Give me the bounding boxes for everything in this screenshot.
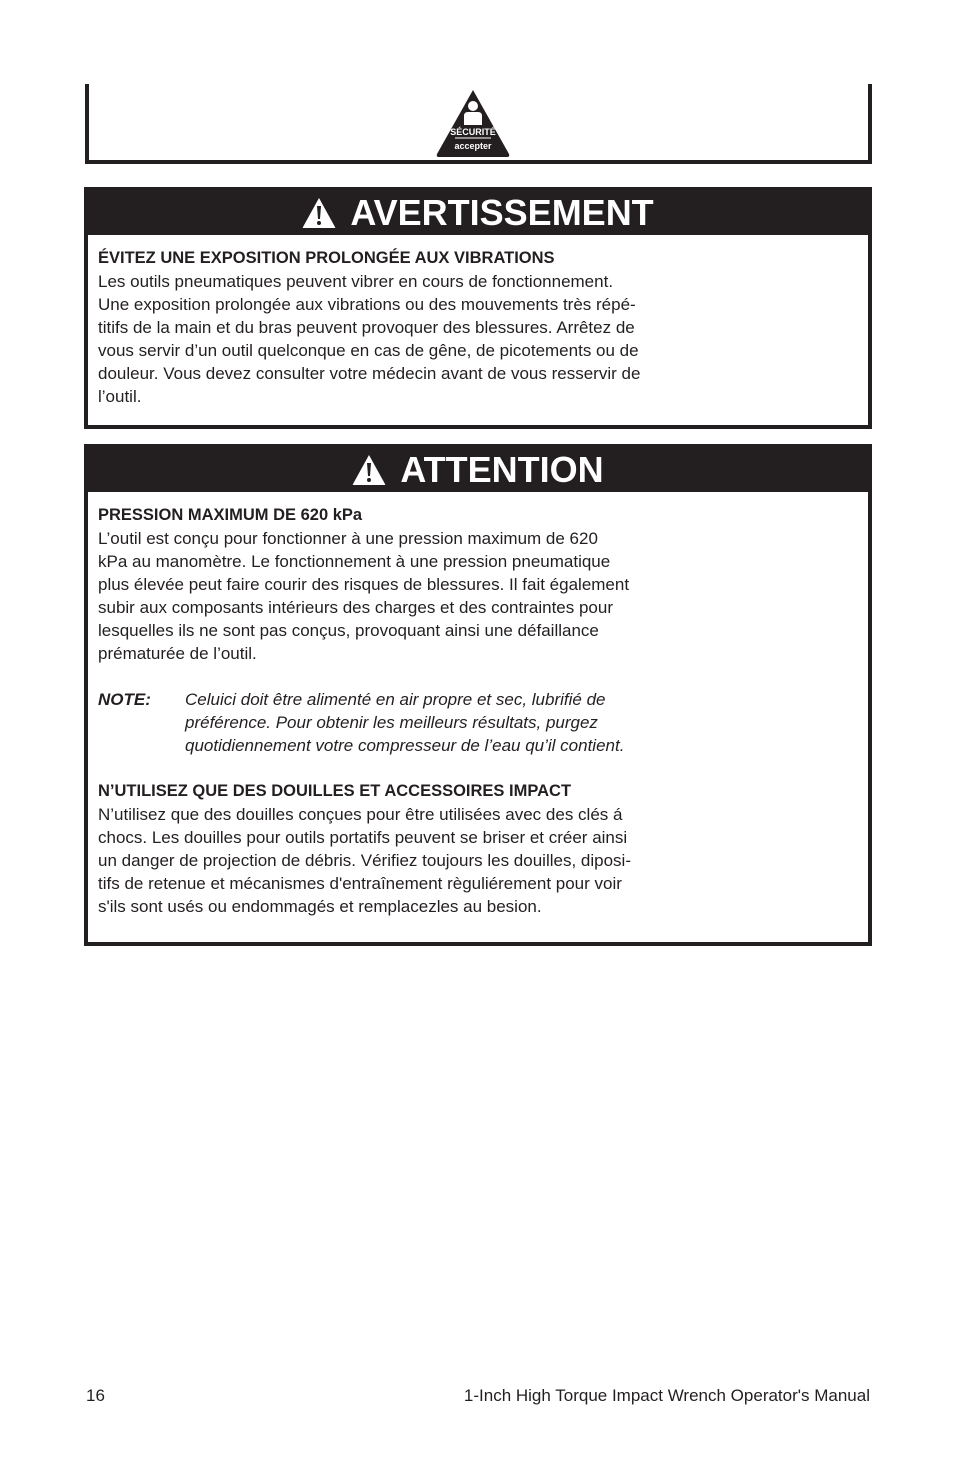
paragraph-line: douleur. Vous devez consulter votre médecin avant de vous resservir de xyxy=(98,364,641,383)
section-heading: PRESSION MAXIMUM DE 620 kPa xyxy=(98,506,363,524)
note-line: préférence. Pour obtenir les meilleurs résultats, purgez xyxy=(185,713,598,732)
attention-body xyxy=(88,492,728,918)
paragraph-line: lesquelles ils ne sont pas conçus, provoquant ainsi une défaillance xyxy=(98,621,599,640)
avertissement-title: AVERTISSEMENT xyxy=(350,192,654,233)
safety-badge-sub: accepter xyxy=(454,141,492,151)
page-number: 16 xyxy=(86,1386,105,1405)
spacer xyxy=(98,665,718,688)
paragraph-line: s'ils sont usés ou endommagés et remplacezles au besion. xyxy=(98,897,542,916)
paragraph-line: L’outil est conçu pour fonctionner à une pression maximum de 620 xyxy=(98,529,598,548)
top-safety-frame xyxy=(85,84,872,164)
safety-person-icon xyxy=(435,88,511,158)
paragraph-line: tifs de retenue et mécanismes d'entraînement règuliérement pour voir xyxy=(98,874,622,893)
paragraph-line: subir aux composants intérieurs des charges et des contraintes pour xyxy=(98,598,613,617)
paragraph-line: kPa au manomètre. Le fonctionnement à une pression pneumatique xyxy=(98,552,611,571)
note-line: Celuici doit être alimenté en air propre et sec, lubrifié de xyxy=(185,690,606,709)
avertissement-header xyxy=(88,191,868,235)
warning-triangle-icon xyxy=(302,197,336,229)
safety-badge-word: SÉCURITÉ xyxy=(450,127,496,137)
note-block xyxy=(98,688,718,757)
manual-title: 1-Inch High Torque Impact Wrench Operator's Manual xyxy=(463,1386,870,1405)
note-line: quotidiennement votre compresseur de l’eau qu’il contient. xyxy=(185,736,625,755)
section-heading: N’UTILISEZ QUE DES DOUILLES ET ACCESSOIRES IMPACT xyxy=(98,782,572,800)
note-label: NOTE: xyxy=(98,690,151,709)
paragraph-line: chocs. Les douilles pour outils portatifs peuvent se briser et créer ainsi xyxy=(98,828,628,847)
attention-title: ATTENTION xyxy=(400,449,604,490)
paragraph-line: vous servir d’un outil quelconque en cas de gêne, de picotements ou de xyxy=(98,341,639,360)
avertissement-box xyxy=(84,187,872,429)
paragraph-line: plus élevée peut faire courir des risques de blessures. Il fait également xyxy=(98,575,630,594)
attention-header xyxy=(88,448,868,492)
paragraph-line: un danger de projection de débris. Vérifiez toujours les douilles, diposi- xyxy=(98,851,631,870)
paragraph-line: N’utilisez que des douilles conçues pour être utilisées avec des clés á xyxy=(98,805,623,824)
spacer xyxy=(98,757,718,780)
paragraph-line: l’outil. xyxy=(98,387,142,406)
paragraph-line: prématurée de l’outil. xyxy=(98,644,257,663)
note-text xyxy=(185,688,624,757)
avertissement-body xyxy=(88,235,728,408)
paragraph-line: Une exposition prolongée aux vibrations ou des mouvements très répé- xyxy=(98,295,636,314)
paragraph-line: titifs de la main et du bras peuvent provoquer des blessures. Arrêtez de xyxy=(98,318,635,337)
paragraph-line: Les outils pneumatiques peuvent vibrer en cours de fonctionnement. xyxy=(98,272,614,291)
attention-box xyxy=(84,444,872,946)
section-heading: ÉVITEZ UNE EXPOSITION PROLONGÉE AUX VIBRATIONS xyxy=(98,249,555,267)
warning-triangle-icon xyxy=(352,454,386,486)
